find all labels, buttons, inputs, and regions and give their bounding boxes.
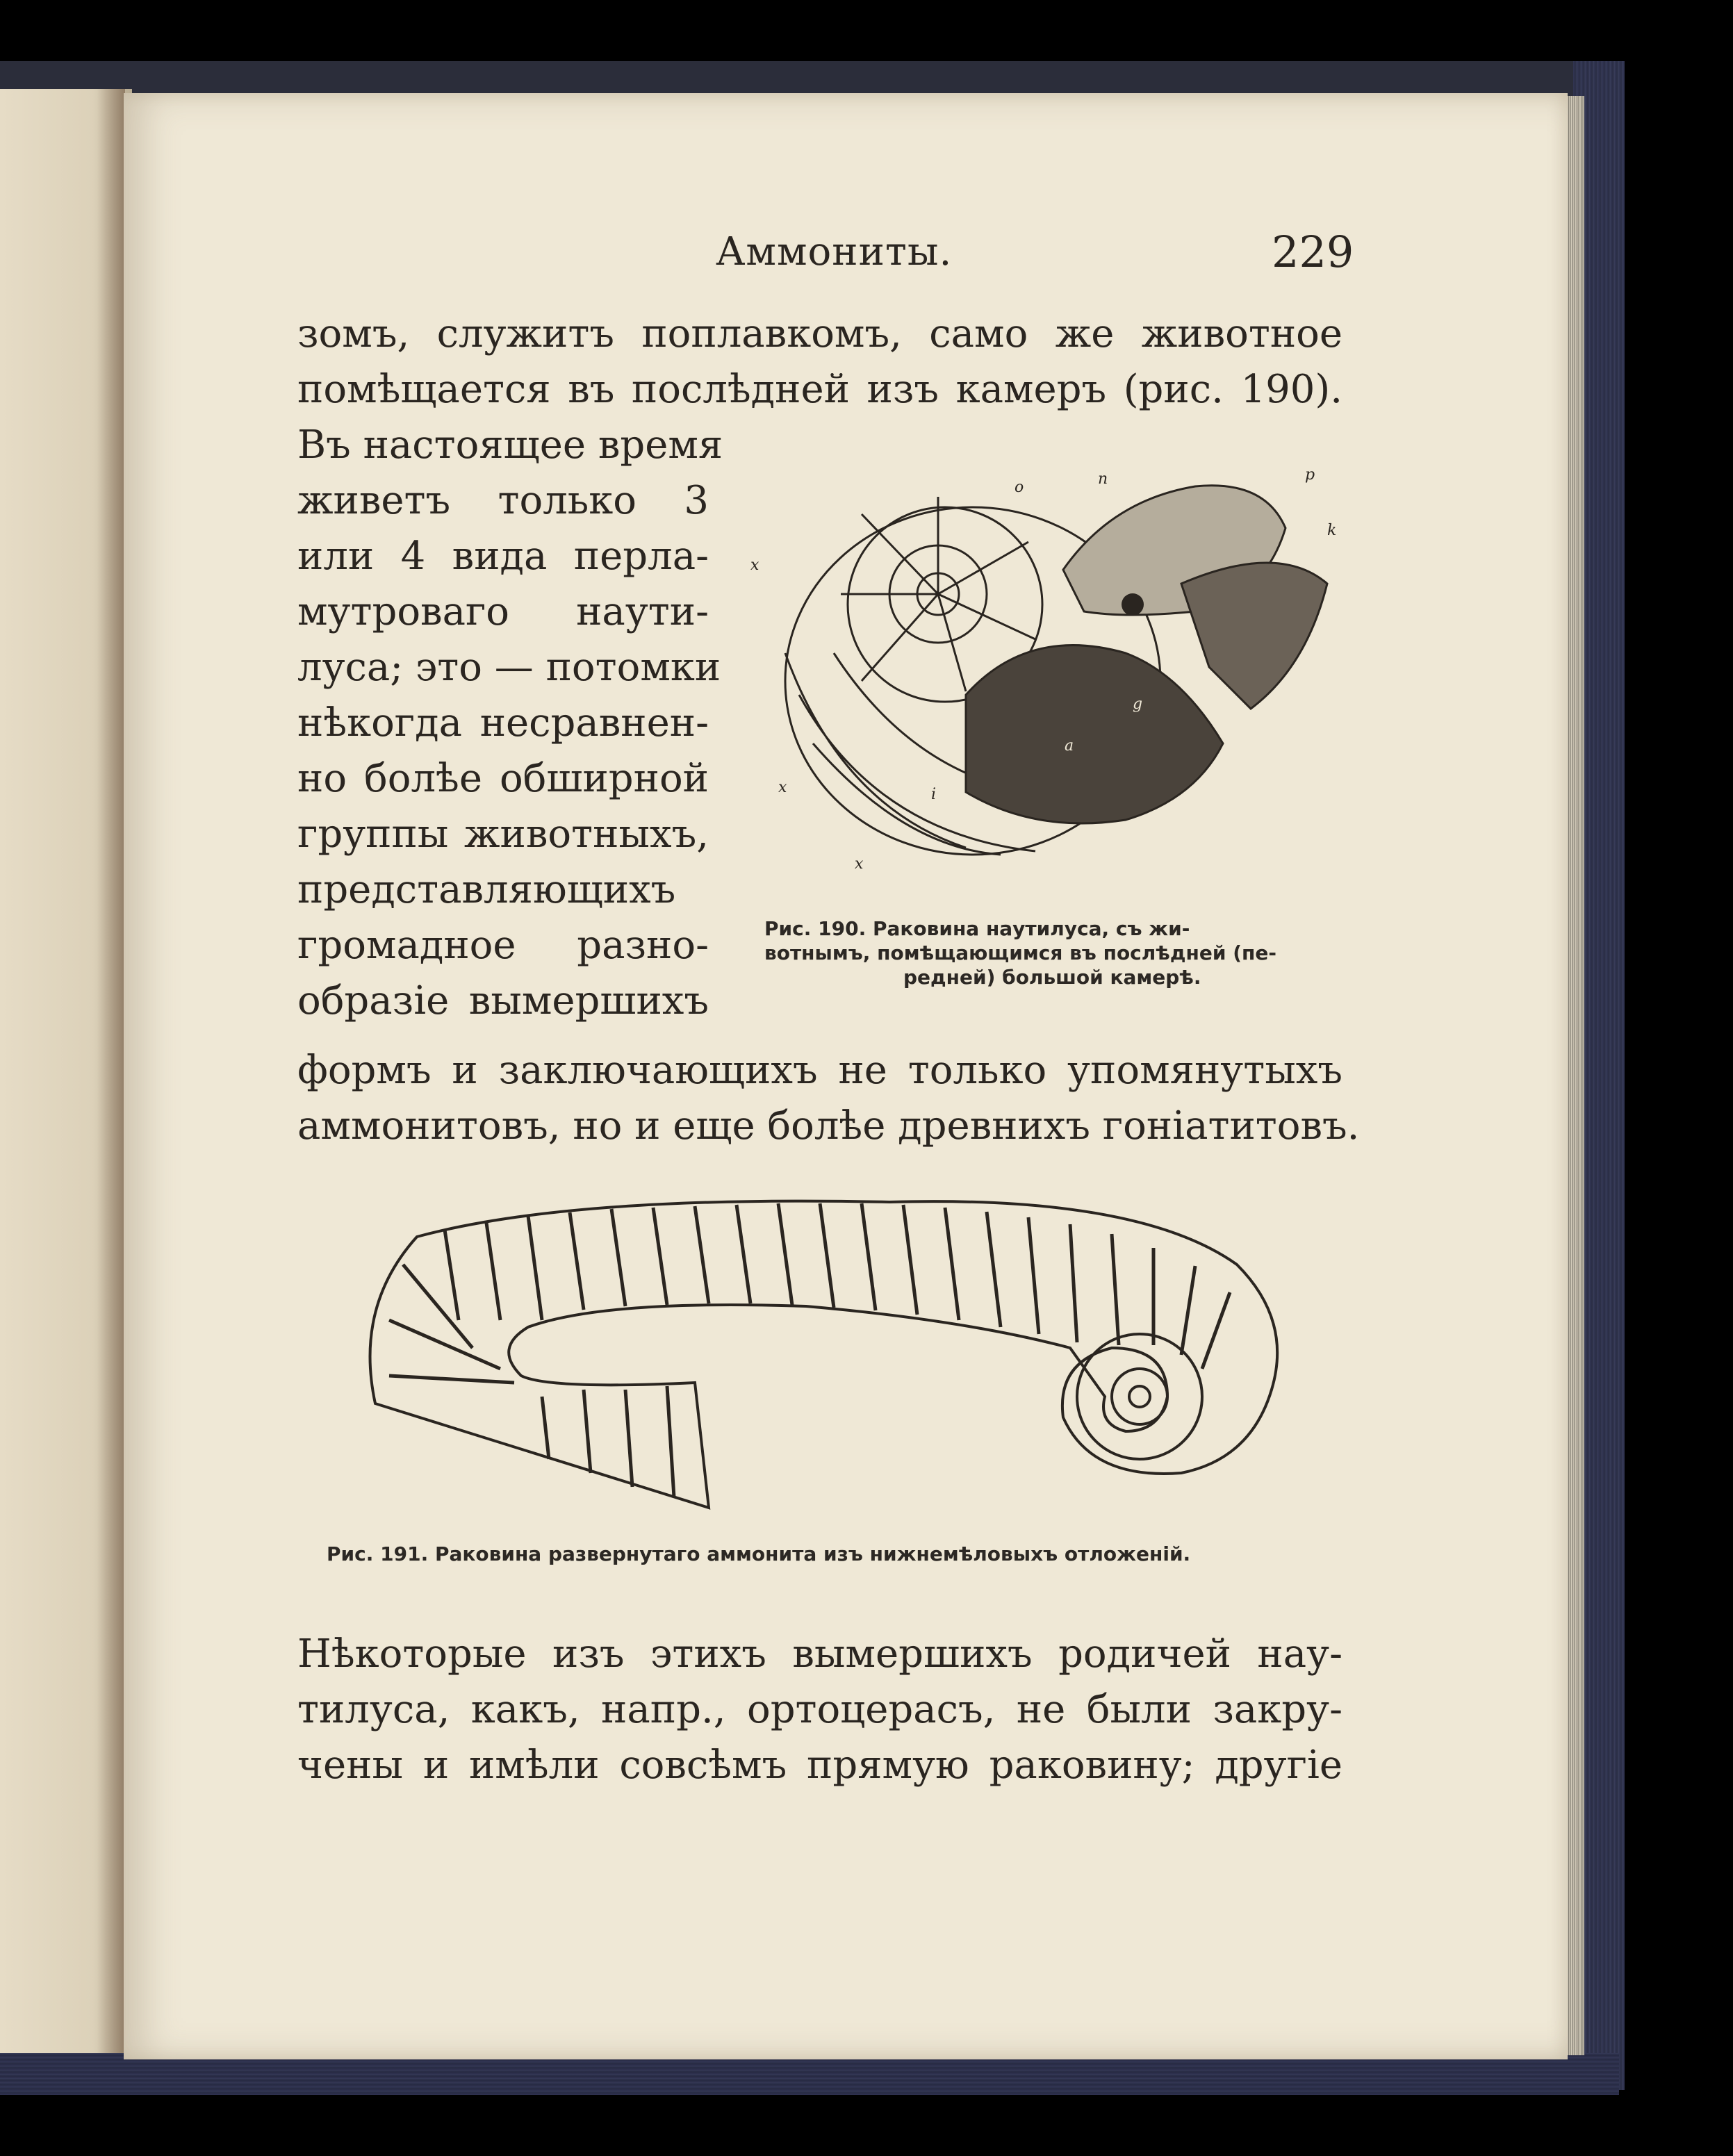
page-number: 229 — [1272, 227, 1354, 277]
ammonite-shell-figure — [361, 1181, 1306, 1515]
nautilus-body — [966, 645, 1223, 823]
nautilus-tentacles — [1181, 563, 1327, 709]
figure-label-g: g — [1133, 696, 1143, 713]
figure-label-x: x — [855, 855, 864, 873]
gutter-shadow — [97, 89, 125, 2062]
figure-label-i: i — [931, 786, 937, 803]
figure-label-k: k — [1327, 522, 1337, 539]
figure-label-n: n — [1098, 470, 1108, 488]
book-cover-top-edge — [0, 61, 1612, 97]
figure-label-p: p — [1305, 466, 1315, 484]
body-line: нѣкогда несравнен- — [297, 700, 709, 746]
figure-190-caption-line: Рис. 190. Раковина наутилуса, съ жи- — [764, 917, 1190, 940]
body-line: мутроваго наути- — [297, 589, 709, 634]
body-line: представляющихъ — [297, 867, 676, 912]
figure-label-a: a — [1065, 737, 1074, 755]
nautilus-shell-figure — [737, 445, 1348, 889]
body-line: формъ и заключающихъ не только упомянутыхъ — [297, 1048, 1342, 1093]
figure-label-x: x — [750, 557, 759, 574]
ammonite-coil-inner — [1112, 1369, 1167, 1424]
book-cover-bottom-edge — [0, 2053, 1619, 2095]
figure-190-caption-line: вотнымъ, помѣщающимся въ послѣдней (пе- — [764, 941, 1276, 964]
figure-191-caption: Рис. 191. Раковина развернутаго аммонита изъ нижнемѣловыхъ отложеній. — [327, 1542, 1191, 1565]
figure-label-o: o — [1015, 479, 1024, 496]
body-line: но болѣе обширной — [297, 756, 709, 801]
running-head: Аммониты. — [716, 229, 953, 274]
body-line: аммонитовъ, но и еще болѣе древнихъ гоніатитовъ. — [297, 1103, 1360, 1149]
body-line: зомъ, служитъ поплавкомъ, само же животное — [297, 311, 1342, 356]
body-line: или 4 вида перла- — [297, 534, 709, 579]
body-line: помѣщается въ послѣдней изъ камеръ (рис. 190). — [297, 367, 1342, 412]
body-line: Нѣкоторые изъ этихъ вымершихъ родичей нау- — [297, 1631, 1342, 1677]
nautilus-eye — [1122, 593, 1144, 616]
body-line: группы животныхъ, — [297, 812, 709, 857]
body-line: чены и имѣли совсѣмъ прямую раковину; другіе — [297, 1743, 1342, 1788]
body-line: луса; это — потомки — [297, 645, 721, 690]
body-line: Въ настоящее время — [297, 422, 723, 468]
ammonite-coil-core — [1129, 1386, 1150, 1407]
body-line: живетъ только 3 — [297, 478, 709, 523]
body-line: тилуса, какъ, напр., ортоцерасъ, не были закру- — [297, 1687, 1342, 1732]
ammonite-outline — [370, 1201, 1278, 1508]
body-line: образіе вымершихъ — [297, 978, 709, 1023]
body-line: громадное разно- — [297, 923, 709, 968]
figure-190-caption-line: редней) большой камерѣ. — [903, 966, 1201, 989]
figure-label-x: x — [778, 779, 787, 796]
